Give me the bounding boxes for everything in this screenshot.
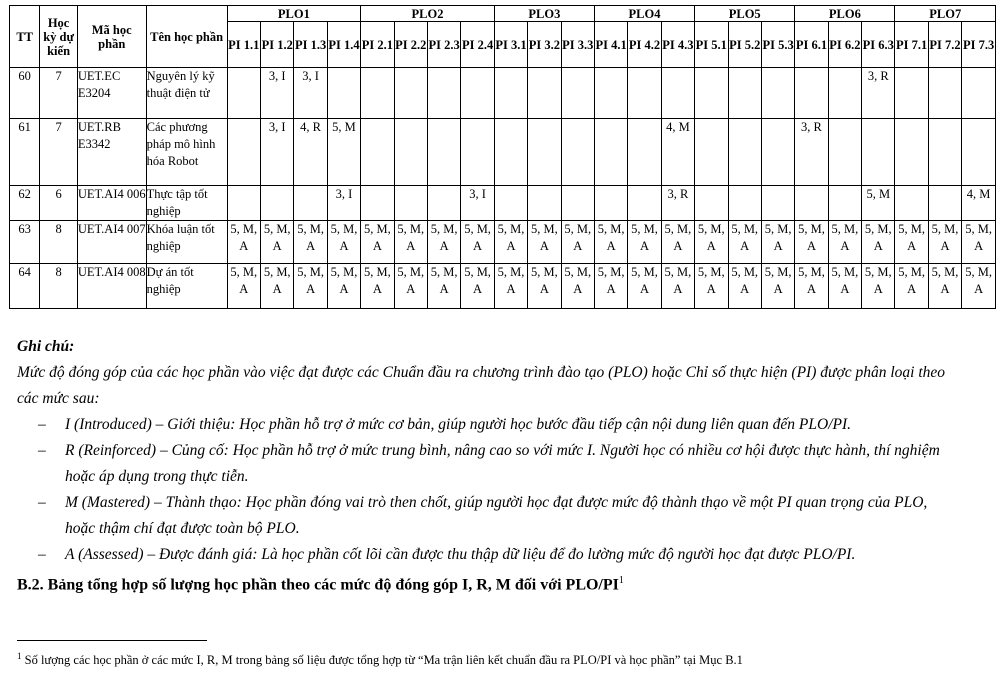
notes-item	[17, 490, 957, 542]
dash-bullet: –	[38, 442, 46, 459]
pi-contribution-cell	[628, 119, 661, 186]
header-pi: PI 3.2	[528, 22, 561, 68]
row-course-code: UET.AI4 006	[77, 186, 146, 221]
pi-contribution-cell: 3, R	[661, 186, 694, 221]
row-term: 7	[40, 119, 77, 186]
pi-contribution-cell: 5, M, A	[928, 221, 961, 264]
pi-contribution-cell	[528, 186, 561, 221]
pi-contribution-cell	[761, 68, 794, 119]
header-pi: PI 5.2	[728, 22, 761, 68]
pi-contribution-cell: 4, R	[294, 119, 327, 186]
pi-contribution-cell	[895, 68, 928, 119]
row-tt: 60	[10, 68, 40, 119]
pi-contribution-cell: 5, M, A	[528, 264, 561, 309]
row-term: 6	[40, 186, 77, 221]
pi-contribution-cell	[728, 119, 761, 186]
plo-matrix-table	[9, 5, 996, 309]
footnote-divider	[17, 640, 207, 641]
dash-bullet: –	[38, 416, 46, 433]
notes-item	[17, 438, 957, 490]
pi-contribution-cell: 5, M	[327, 119, 360, 186]
pi-contribution-cell	[795, 68, 828, 119]
table-row	[10, 221, 996, 264]
pi-contribution-cell	[895, 119, 928, 186]
pi-contribution-cell: 5, M, A	[427, 264, 460, 309]
row-course-name: Dự án tốt nghiệp	[146, 264, 227, 309]
pi-contribution-cell: 5, M, A	[828, 221, 861, 264]
pi-contribution-cell	[528, 119, 561, 186]
table-row	[10, 119, 996, 186]
row-tt: 64	[10, 264, 40, 309]
pi-contribution-cell: 5, M, A	[695, 221, 728, 264]
header-pi: PI 2.1	[361, 22, 394, 68]
pi-contribution-cell	[361, 186, 394, 221]
row-tt: 62	[10, 186, 40, 221]
pi-contribution-cell	[394, 119, 427, 186]
pi-contribution-cell: 5, M, A	[361, 264, 394, 309]
pi-contribution-cell: 5, M, A	[227, 264, 260, 309]
header-plo-group: PLO6	[795, 6, 895, 22]
pi-contribution-cell: 5, M, A	[862, 264, 895, 309]
pi-contribution-cell	[494, 186, 527, 221]
header-plo-group: PLO1	[227, 6, 361, 22]
header-pi: PI 5.1	[695, 22, 728, 68]
pi-contribution-cell	[528, 68, 561, 119]
pi-contribution-cell: 5, M, A	[828, 264, 861, 309]
pi-contribution-cell: 5, M, A	[361, 221, 394, 264]
pi-contribution-cell	[227, 119, 260, 186]
pi-contribution-cell: 5, M, A	[494, 221, 527, 264]
pi-contribution-cell: 3, I	[294, 68, 327, 119]
row-course-name: Nguyên lý kỹ thuật điện tử	[146, 68, 227, 119]
pi-contribution-cell: 5, M, A	[661, 264, 694, 309]
header-pi: PI 1.1	[227, 22, 260, 68]
notes-item-text: I (Introduced) – Giới thiệu: Học phần hỗ trợ ở mức cơ bản, giúp người học bước đầu tiếp cận nội dung liên quan đến PLO/PI.	[65, 416, 852, 433]
row-term: 8	[40, 264, 77, 309]
pi-contribution-cell	[695, 68, 728, 119]
notes-title: Ghi chú:	[17, 338, 75, 355]
row-term: 8	[40, 221, 77, 264]
pi-contribution-cell: 4, M	[962, 186, 996, 221]
pi-contribution-cell	[828, 119, 861, 186]
pi-contribution-cell: 5, M, A	[695, 264, 728, 309]
table-row	[10, 186, 996, 221]
notes-item-text: R (Reinforced) – Củng cố: Học phần hỗ trợ ở mức trung bình, nâng cao so với mức I. Người học có nhiều cơ hội được thực hành, thí nghiệm hoặc áp dụng trong thực tiễn.	[65, 442, 940, 485]
pi-contribution-cell: 5, M, A	[895, 264, 928, 309]
pi-contribution-cell: 5, M, A	[461, 221, 494, 264]
pi-contribution-cell: 5, M, A	[227, 221, 260, 264]
pi-contribution-cell: 3, I	[261, 119, 294, 186]
row-course-code: UET.AI4 008	[77, 264, 146, 309]
notes-intro: Mức độ đóng góp của các học phần vào việc đạt được các Chuẩn đầu ra chương trình đào tạo (PLO) hoặc Chỉ số thực hiện (PI) được phân loại theo các mức sau:	[17, 364, 946, 407]
header-plo-group: PLO4	[594, 6, 694, 22]
pi-contribution-cell	[728, 186, 761, 221]
pi-contribution-cell: 5, M, A	[661, 221, 694, 264]
table-header	[10, 6, 996, 68]
pi-contribution-cell	[327, 68, 360, 119]
pi-contribution-cell	[561, 68, 594, 119]
header-pi: PI 2.4	[461, 22, 494, 68]
pi-contribution-cell	[761, 119, 794, 186]
pi-contribution-cell: 5, M, A	[862, 221, 895, 264]
pi-contribution-cell: 5, M, A	[394, 264, 427, 309]
pi-contribution-cell: 5, M, A	[494, 264, 527, 309]
pi-contribution-cell	[695, 119, 728, 186]
pi-contribution-cell	[594, 186, 627, 221]
pi-contribution-cell	[494, 68, 527, 119]
pi-contribution-cell: 5, M, A	[761, 264, 794, 309]
pi-contribution-cell	[661, 68, 694, 119]
header-pi: PI 1.2	[261, 22, 294, 68]
notes-list	[17, 412, 957, 568]
pi-contribution-cell: 3, R	[862, 68, 895, 119]
pi-contribution-cell	[394, 186, 427, 221]
header-course-code: Mã học phần	[77, 6, 146, 68]
pi-contribution-cell	[962, 68, 996, 119]
row-course-code: UET.EC E3204	[77, 68, 146, 119]
pi-contribution-cell	[828, 68, 861, 119]
pi-contribution-cell: 5, M, A	[795, 264, 828, 309]
row-tt: 61	[10, 119, 40, 186]
pi-contribution-cell: 5, M, A	[728, 264, 761, 309]
pi-contribution-cell	[394, 68, 427, 119]
pi-contribution-cell	[594, 68, 627, 119]
pi-contribution-cell: 5, M, A	[895, 221, 928, 264]
pi-contribution-cell: 5, M, A	[728, 221, 761, 264]
header-pi: PI 4.3	[661, 22, 694, 68]
row-course-code: UET.AI4 007	[77, 221, 146, 264]
pi-contribution-cell	[227, 68, 260, 119]
pi-contribution-cell: 5, M, A	[594, 264, 627, 309]
pi-contribution-cell: 5, M, A	[962, 221, 996, 264]
dash-bullet: –	[38, 494, 46, 511]
pi-contribution-cell: 5, M, A	[962, 264, 996, 309]
header-course-name: Tên học phần	[146, 6, 227, 68]
notes-item-text: A (Assessed) – Được đánh giá: Là học phần cốt lõi cần được thu thập dữ liệu để đo lường mức độ người học đạt được PLO/PI.	[65, 546, 856, 563]
table-body	[10, 68, 996, 309]
pi-contribution-cell	[561, 119, 594, 186]
notes-section	[17, 334, 957, 568]
pi-contribution-cell: 5, M, A	[327, 264, 360, 309]
pi-contribution-cell	[695, 186, 728, 221]
pi-contribution-cell	[628, 186, 661, 221]
footnote-text: Số lượng các học phần ở các mức I, R, M trong bảng số liệu được tổng hợp từ “Ma trận liên kết chuẩn đầu ra PLO/PI và học phần” tại Mục B.1	[24, 653, 743, 668]
pi-contribution-cell	[962, 119, 996, 186]
header-pi: PI 7.2	[928, 22, 961, 68]
header-pi: PI 6.3	[862, 22, 895, 68]
header-plo-group: PLO2	[361, 6, 495, 22]
header-pi: PI 5.3	[761, 22, 794, 68]
pi-contribution-cell: 5, M, A	[628, 264, 661, 309]
row-term: 7	[40, 68, 77, 119]
pi-contribution-cell: 5, M, A	[427, 221, 460, 264]
notes-item	[17, 542, 957, 568]
footnote-marker: 1	[17, 651, 22, 661]
pi-contribution-cell	[461, 68, 494, 119]
pi-contribution-cell: 5, M, A	[928, 264, 961, 309]
footnote-ref: 1	[618, 575, 624, 586]
header-plo-group: PLO3	[494, 6, 594, 22]
pi-contribution-cell	[427, 186, 460, 221]
header-pi: PI 4.1	[594, 22, 627, 68]
pi-contribution-cell: 5, M, A	[294, 221, 327, 264]
pi-contribution-cell: 3, I	[461, 186, 494, 221]
header-plo-group: PLO5	[695, 6, 795, 22]
header-pi: PI 6.2	[828, 22, 861, 68]
header-pi: PI 4.2	[628, 22, 661, 68]
pi-contribution-cell: 3, R	[795, 119, 828, 186]
header-pi: PI 7.3	[962, 22, 996, 68]
pi-contribution-cell	[361, 119, 394, 186]
pi-contribution-cell	[728, 68, 761, 119]
pi-contribution-cell: 5, M, A	[394, 221, 427, 264]
header-pi: PI 7.1	[895, 22, 928, 68]
pi-contribution-cell	[494, 119, 527, 186]
pi-contribution-cell: 5, M, A	[561, 264, 594, 309]
row-course-name: Khóa luận tốt nghiệp	[146, 221, 227, 264]
pi-contribution-cell	[928, 186, 961, 221]
row-tt: 63	[10, 221, 40, 264]
row-course-name: Thực tập tốt nghiệp	[146, 186, 227, 221]
header-pi: PI 1.3	[294, 22, 327, 68]
pi-contribution-cell: 5, M, A	[261, 264, 294, 309]
pi-contribution-cell	[361, 68, 394, 119]
pi-contribution-cell	[227, 186, 260, 221]
dash-bullet: –	[38, 546, 46, 563]
pi-contribution-cell: 5, M, A	[628, 221, 661, 264]
table-row	[10, 68, 996, 119]
pi-contribution-cell	[895, 186, 928, 221]
pi-contribution-cell: 3, I	[261, 68, 294, 119]
pi-contribution-cell	[294, 186, 327, 221]
pi-contribution-cell	[261, 186, 294, 221]
pi-contribution-cell: 5, M, A	[261, 221, 294, 264]
header-term: Học kỳ dự kiến	[40, 6, 77, 68]
footnote	[17, 651, 743, 668]
section-heading-text: B.2. Bảng tổng hợp số lượng học phần theo các mức độ đóng góp I, R, M đối với PLO/PI	[17, 576, 619, 594]
pi-contribution-cell	[862, 119, 895, 186]
pi-contribution-cell: 5, M, A	[461, 264, 494, 309]
pi-contribution-cell	[594, 119, 627, 186]
pi-contribution-cell: 3, I	[327, 186, 360, 221]
pi-contribution-cell: 5, M	[862, 186, 895, 221]
pi-contribution-cell: 5, M, A	[594, 221, 627, 264]
header-pi: PI 3.1	[494, 22, 527, 68]
pi-contribution-cell: 5, M, A	[294, 264, 327, 309]
section-heading-b2	[17, 575, 624, 594]
row-course-code: UET.RB E3342	[77, 119, 146, 186]
pi-contribution-cell	[928, 119, 961, 186]
header-pi: PI 2.3	[427, 22, 460, 68]
row-course-name: Các phương pháp mô hình hóa Robot	[146, 119, 227, 186]
pi-contribution-cell	[628, 68, 661, 119]
notes-item	[17, 412, 957, 438]
pi-contribution-cell	[795, 186, 828, 221]
pi-contribution-cell: 5, M, A	[795, 221, 828, 264]
table-row	[10, 264, 996, 309]
header-pi: PI 1.4	[327, 22, 360, 68]
header-plo-group: PLO7	[895, 6, 996, 22]
pi-contribution-cell: 4, M	[661, 119, 694, 186]
pi-contribution-cell: 5, M, A	[528, 221, 561, 264]
header-pi: PI 3.3	[561, 22, 594, 68]
pi-contribution-cell: 5, M, A	[761, 221, 794, 264]
notes-item-text: M (Mastered) – Thành thạo: Học phần đóng vai trò then chốt, giúp người học đạt được mức độ thành thạo về một PI quan trọng của PLO, hoặc thậm chí đạt được toàn bộ PLO.	[65, 494, 928, 537]
pi-contribution-cell	[427, 119, 460, 186]
pi-contribution-cell	[561, 186, 594, 221]
pi-contribution-cell	[427, 68, 460, 119]
header-pi: PI 2.2	[394, 22, 427, 68]
pi-contribution-cell	[761, 186, 794, 221]
pi-contribution-cell	[928, 68, 961, 119]
pi-contribution-cell: 5, M, A	[561, 221, 594, 264]
pi-contribution-cell	[828, 186, 861, 221]
header-pi: PI 6.1	[795, 22, 828, 68]
pi-contribution-cell: 5, M, A	[327, 221, 360, 264]
header-tt: TT	[10, 6, 40, 68]
pi-contribution-cell	[461, 119, 494, 186]
